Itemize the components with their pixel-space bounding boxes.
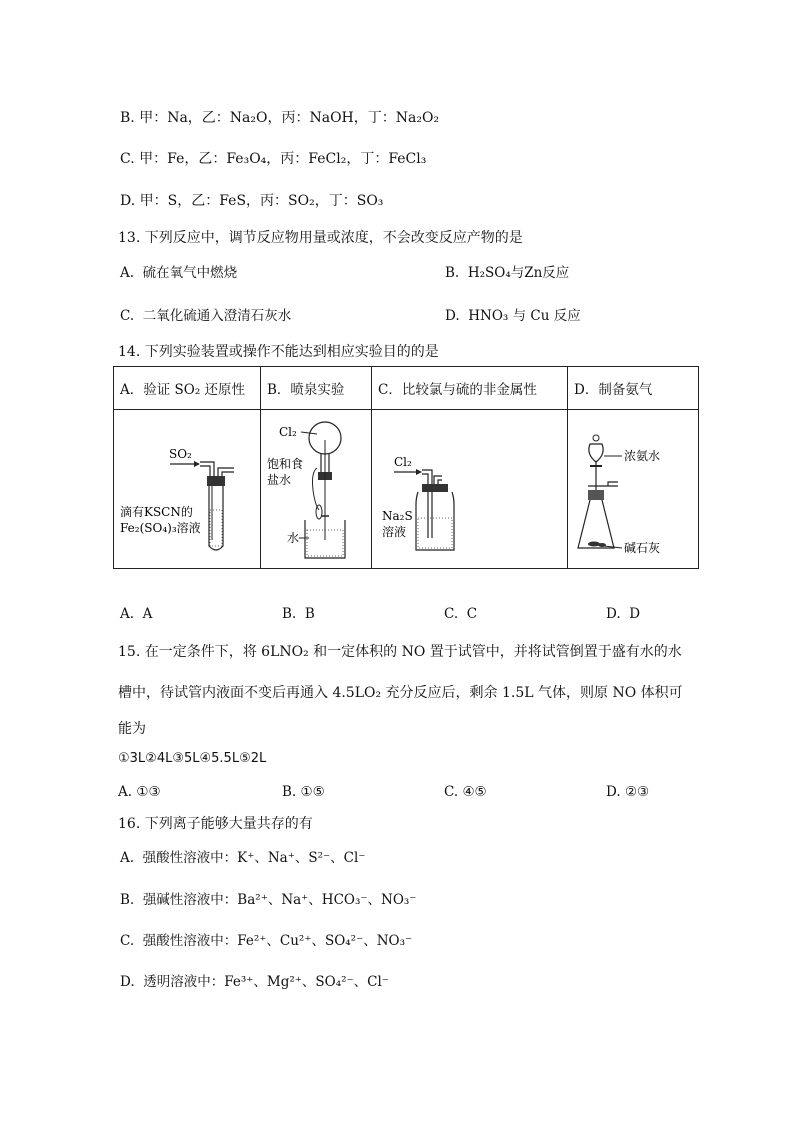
q13-option-b: B. H₂SO₄与Zn反应 <box>445 265 570 281</box>
q14-option-b: B. B <box>282 606 315 622</box>
q12-option-b: B. 甲：Na，乙：Na₂O，丙：NaOH，丁：Na₂O₂ <box>120 110 440 126</box>
q13-stem: 13. 下列反应中，调节反应物用量或浓度，不会改变反应产物的是 <box>118 230 523 246</box>
q14-stem: 14. 下列实验装置或操作不能达到相应实验目的的是 <box>118 344 439 360</box>
q14-header-a: A．验证 SO₂ 还原性 <box>114 367 261 410</box>
q14-figure-c <box>372 410 568 569</box>
q14-apparatus-table <box>113 366 699 569</box>
q14-option-c: C. C <box>444 606 478 622</box>
fig-d-outlet-tube <box>588 482 618 486</box>
q13-option-c: C. 二氧化硫通入澄清石灰水 <box>120 308 292 324</box>
fig-b-saturated-label-2: 盐水 <box>267 473 292 487</box>
q15-stem-line-2: 槽中，待试管内液面不变后再通入 4.5LO₂ 充分反应后，剩余 1.5L 气体，则原 NO 体积可 <box>118 685 683 701</box>
fig-a-inlet-tube <box>200 462 214 476</box>
q14-option-d: D. D <box>606 606 641 622</box>
fig-c-outlet-tube <box>434 476 442 484</box>
fig-c-solution <box>418 518 452 548</box>
q15-choices: ①3L②4L③5L④5.5L⑤2L <box>118 751 267 766</box>
q14-header-c: C．比较氯与硫的非金属性 <box>372 367 568 410</box>
q13-option-a: A. 硫在氧气中燃烧 <box>120 265 238 281</box>
fig-a-arrowhead <box>194 461 200 467</box>
fig-a-test-tube <box>209 486 223 550</box>
q16-option-d: D. 透明溶液中：Fe³⁺、Mg²⁺、SO₄²⁻、Cl⁻ <box>120 974 389 990</box>
q13-option-d: D. HNO₃ 与 Cu 反应 <box>445 308 581 324</box>
fig-d-top-label: 浓氨水 <box>624 449 661 463</box>
q15-option-a: A. ①③ <box>118 784 161 800</box>
q15-option-d: D. ②③ <box>606 784 650 800</box>
q16-option-b: B. 强碱性溶液中：Ba²⁺、Na⁺、HCO₃⁻、NO₃⁻ <box>120 892 417 908</box>
q15-stem-line-1: 15. 在一定条件下，将 6LNO₂ 和一定体积的 NO 置于试管中，并将试管倒置于盛有水的水 <box>118 644 682 660</box>
q16-option-c: C. 强酸性溶液中：Fe²⁺、Cu²⁺、SO₄²⁻、NO₃⁻ <box>120 933 413 949</box>
fig-c-gas-label: Cl₂ <box>394 455 412 469</box>
figure-c-svg <box>372 410 561 564</box>
fig-a-solution-label-1: 滴有KSCN的 <box>120 505 193 519</box>
fig-c-inlet-tube <box>422 470 432 538</box>
fig-d-conical-flask <box>578 500 614 548</box>
fig-d-separatory-funnel <box>589 444 603 462</box>
q12-option-c: C. 甲：Fe，乙：Fe₃O₄，丙：FeCl₂，丁：FeCl₃ <box>120 151 427 167</box>
fig-d-soda-lime <box>588 542 600 547</box>
fig-b-saturated-label-1: 饱和食 <box>267 457 304 471</box>
fig-c-arrowhead <box>416 469 422 475</box>
q16-option-a: A. 强酸性溶液中：K⁺、Na⁺、S²⁻、Cl⁻ <box>120 850 366 866</box>
q14-figure-d <box>568 410 699 569</box>
fig-c-solution-label-1: Na₂S <box>382 509 413 523</box>
fig-d-bottom-label: 碱石灰 <box>624 541 661 555</box>
q15-stem-line-3: 能为 <box>118 721 146 737</box>
fig-c-bottle <box>416 492 454 550</box>
fig-c-solution-label-2: 溶液 <box>382 525 407 539</box>
figure-d-svg <box>568 410 692 564</box>
fig-c-stopper <box>422 484 448 492</box>
figure-a-svg <box>114 410 260 564</box>
q16-stem: 16. 下列离子能够大量共存的有 <box>118 816 313 832</box>
figure-b-svg <box>261 410 365 564</box>
q14-header-b: B．喷泉实验 <box>261 367 372 410</box>
q15-option-b: B. ①⑤ <box>282 784 325 800</box>
q12-option-d: D. 甲：S，乙：FeS，丙：SO₂，丁：SO₃ <box>120 193 384 209</box>
fig-a-solution-label-2: Fe₂(SO₄)₃溶液 <box>120 521 201 535</box>
q14-figure-b <box>261 410 372 569</box>
fig-b-water-label: 水 <box>287 531 300 545</box>
q14-option-a: A. A <box>120 606 153 622</box>
fig-a-stopper <box>207 476 225 486</box>
fig-a-outlet-tube <box>218 468 234 476</box>
q14-header-d: D．制备氨气 <box>568 367 699 410</box>
fig-a-gas-label: SO₂ <box>169 447 192 461</box>
q14-figure-a <box>114 410 261 569</box>
q15-option-c: C. ④⑤ <box>444 784 487 800</box>
fig-b-gas-label: Cl₂ <box>279 425 297 439</box>
fig-d-stopper <box>588 490 604 500</box>
